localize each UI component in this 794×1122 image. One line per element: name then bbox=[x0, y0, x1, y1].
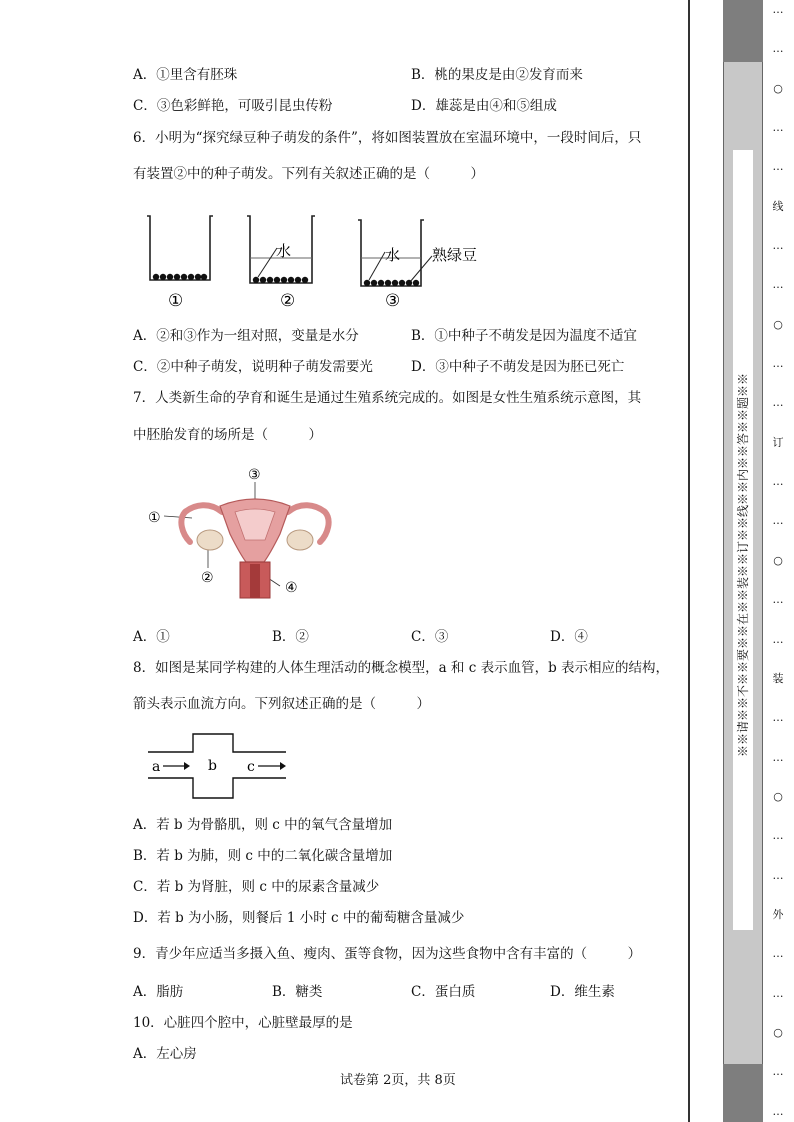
seal-circle: ○ bbox=[773, 789, 783, 803]
seal-circle: ○ bbox=[773, 1025, 783, 1039]
seal-label-pack: 装 bbox=[772, 671, 784, 685]
female-reproductive-system-figure bbox=[140, 462, 340, 604]
dots: … bbox=[772, 829, 784, 843]
dots: … bbox=[772, 3, 784, 16]
strip-top-block bbox=[723, 0, 763, 62]
seal-circle: ○ bbox=[773, 81, 783, 95]
label-4: ④ bbox=[285, 580, 298, 596]
q8-stem-line1: 8．如图是某同学构建的人体生理活动的概念模型，a 和 c 表示血管，b 表示相应的结构， bbox=[133, 660, 670, 676]
q8-stem-line2: 箭头表示血流方向。下列叙述正确的是（ ） bbox=[133, 696, 430, 712]
dots: … bbox=[772, 711, 784, 725]
beaker-2-label: ② bbox=[280, 291, 296, 311]
q6-beaker-figure bbox=[140, 208, 500, 312]
dots: … bbox=[772, 632, 784, 646]
q9-option-c: C．蛋白质 bbox=[411, 984, 476, 1000]
water-label-3: 水 bbox=[385, 246, 401, 264]
label-3: ③ bbox=[248, 467, 261, 483]
q6-stem-line1: 6．小明为“探究绿豆种子萌发的条件”，将如图装置放在室温环境中，一段时间后，只 bbox=[133, 130, 642, 146]
q8-option-d: D．若 b 为小肠，则餐后 1 小时 c 中的葡萄糖含量减少 bbox=[133, 910, 465, 926]
vessel-c-label: c bbox=[247, 759, 255, 775]
beaker-3-label: ③ bbox=[385, 291, 401, 311]
q7-stem-line1: 7．人类新生命的孕育和诞生是通过生殖系统完成的。如图是女性生殖系统示意图，其 bbox=[133, 390, 642, 406]
q7-stem-line2: 中胚胎发育的场所是（ ） bbox=[133, 427, 322, 443]
seal-circle: ○ bbox=[773, 317, 783, 331]
q6-option-d: D．③中种子不萌发是因为胚已死亡 bbox=[411, 359, 625, 375]
vessel-a-label: a bbox=[152, 759, 161, 775]
structure-b-label: b bbox=[208, 758, 217, 774]
q7-option-a: A．① bbox=[133, 629, 170, 645]
beaker-1 bbox=[147, 216, 213, 280]
q10-stem: 10．心脏四个腔中，心脏壁最厚的是 bbox=[133, 1015, 353, 1031]
dots: … bbox=[772, 947, 784, 961]
dots: … bbox=[772, 160, 784, 174]
q9-option-b: B．糖类 bbox=[272, 984, 323, 1000]
q6-option-b: B．①中种子不萌发是因为温度不适宜 bbox=[411, 328, 637, 344]
dots: … bbox=[772, 278, 784, 292]
q5-option-d: D．雄蕊是由④和⑤组成 bbox=[411, 98, 557, 114]
cooked-bean-label: 熟绿豆 bbox=[432, 246, 478, 264]
label-2: ② bbox=[201, 570, 214, 586]
water-label-2: 水 bbox=[276, 242, 292, 260]
dots: … bbox=[772, 1065, 784, 1079]
q10-option-a: A．左心房 bbox=[133, 1046, 197, 1062]
dots: … bbox=[772, 750, 784, 764]
dots: … bbox=[772, 1104, 784, 1118]
q7-option-d: D．④ bbox=[550, 629, 588, 645]
q5-option-c: C．③色彩鲜艳，可吸引昆虫传粉 bbox=[133, 98, 333, 114]
q9-stem: 9．青少年应适当多摄入鱼、瘦肉、蛋等食物，因为这些食物中含有丰富的（ ） bbox=[133, 946, 642, 962]
q6-option-c: C．②中种子萌发，说明种子萌发需要光 bbox=[133, 359, 373, 375]
margin-border-line bbox=[688, 0, 690, 1122]
dots: … bbox=[772, 986, 784, 1000]
margin-warning-text bbox=[734, 340, 752, 790]
dots: … bbox=[772, 868, 784, 882]
seal-circle: ○ bbox=[773, 553, 783, 567]
outer-seal-line bbox=[770, 4, 786, 1118]
q8-option-b: B．若 b 为肺，则 c 中的二氧化碳含量增加 bbox=[133, 848, 393, 864]
q5-option-b: B．桃的果皮是由②发育而来 bbox=[411, 67, 583, 83]
seal-label-line: 线 bbox=[772, 199, 784, 213]
dots: … bbox=[772, 396, 784, 410]
label-1: ① bbox=[148, 510, 161, 526]
q6-option-a: A．②和③作为一组对照，变量是水分 bbox=[133, 328, 359, 344]
q7-option-b: B．② bbox=[272, 629, 309, 645]
q5-option-a: A．①里含有胚珠 bbox=[133, 67, 238, 83]
seal-label-bind: 订 bbox=[772, 435, 784, 449]
dots: … bbox=[772, 42, 784, 56]
margin-warning-line: ※※请※※不※※要※※在※※装※※订※※线※※内※※答※※题※※ bbox=[736, 372, 751, 758]
q7-option-c: C．③ bbox=[411, 629, 449, 645]
q9-option-d: D．维生素 bbox=[550, 984, 615, 1000]
strip-bottom-block bbox=[723, 1064, 763, 1122]
dots: … bbox=[772, 239, 784, 253]
dots: … bbox=[772, 514, 784, 528]
seal-label-outer: 外 bbox=[772, 907, 784, 921]
q9-option-a: A．脂肪 bbox=[133, 984, 184, 1000]
dots: … bbox=[772, 475, 784, 489]
dots: … bbox=[772, 121, 784, 135]
beaker-1-label: ① bbox=[168, 291, 184, 311]
page-footer: 试卷第 2页，共 8页 bbox=[340, 1073, 456, 1088]
dots: … bbox=[772, 593, 784, 607]
dots: … bbox=[772, 357, 784, 371]
q6-stem-line2: 有装置②中的种子萌发。下列有关叙述正确的是（ ） bbox=[133, 166, 484, 182]
blood-flow-model-figure bbox=[146, 732, 290, 800]
q8-option-c: C．若 b 为肾脏，则 c 中的尿素含量减少 bbox=[133, 879, 380, 895]
q8-option-a: A．若 b 为骨骼肌，则 c 中的氧气含量增加 bbox=[133, 817, 393, 833]
